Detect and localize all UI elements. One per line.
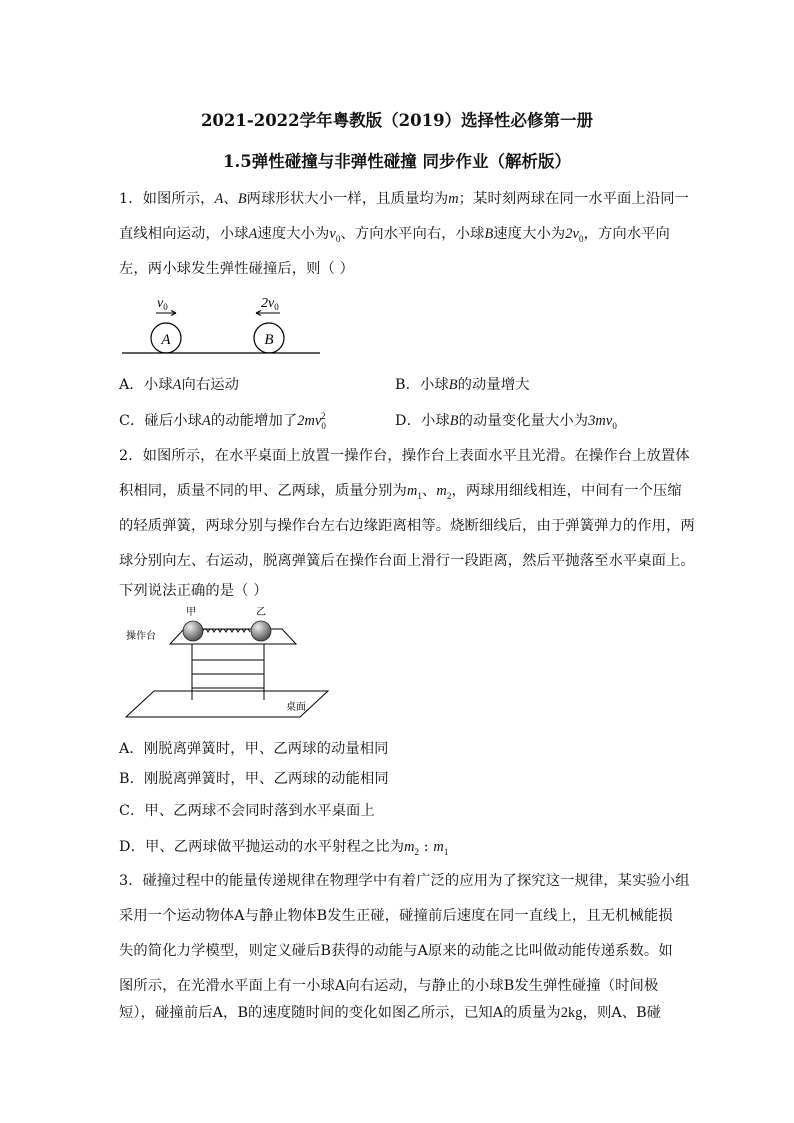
q1-line3: 左，两小球发生弹性碰撞后，则（ ） <box>119 261 354 277</box>
q2-line5: 下列说法正确的是（ ） <box>119 583 268 599</box>
ball-b-label: B <box>264 332 274 348</box>
q2-option-c: C．甲、乙两球不会同时落到水平桌面上 <box>119 803 375 819</box>
page-title-line1: 2021-2022学年粤教版（2019）选择性必修第一册 <box>200 111 594 130</box>
q1-figure <box>118 290 328 362</box>
q3-line4: 图所示，在光滑水平面上有一小球A向右运动，与静止的小球B发生弹性碰撞（时间极 <box>119 978 659 994</box>
ball-jia <box>183 621 203 641</box>
q3-line1: 3．碰撞过程中的能量传递规律在物理学中有着广泛的应用为了探究这一规律，某实验小组 <box>119 873 690 889</box>
page-title-line2: 1.5弹性碰撞与非弹性碰撞 同步作业（解析版） <box>223 152 571 171</box>
q2-line3: 的轻质弹簧，两球分别与操作台左右边缘距离相等。烧断细线后，由于弹簧弹力的作用，两 <box>119 518 695 534</box>
q1-option-c: C．碰后小球A的动能增加了$2mv_0^2$ <box>119 411 326 431</box>
q2-line1: 2．如图所示，在水平桌面上放置一操作台，操作台上表面水平且光滑。在操作台上放置体 <box>119 448 690 464</box>
q3-line3: 失的简化力学模型，则定义碰后B获得的动能与A原来的动能之比叫做动能传递系数。如 <box>119 943 673 959</box>
label-platform: 操作台 <box>126 631 156 642</box>
2v0-label: $2v_0$ <box>261 296 279 312</box>
q2-line2: 积相同，质量不同的甲、乙两球，质量分别为$m_1$、$m_2$，两球用细线相连，中间有一个压缩 <box>119 483 682 501</box>
q2-option-a: A．刚脱离弹簧时，甲、乙两球的动量相同 <box>119 741 389 757</box>
q2-line4: 球分别向左、右运动，脱离弹簧后在操作台面上滑行一段距离，然后平抛落至水平桌面上。 <box>119 553 695 569</box>
ball-yi <box>251 621 271 641</box>
label-yi: 乙 <box>256 607 266 618</box>
q2-option-d: D．甲、乙两球做平抛运动的水平射程之比为$m_2$ : $m_1$ <box>119 839 449 857</box>
label-table: 桌面 <box>286 702 306 713</box>
q1-option-a: A．小球A向右运动 <box>119 377 240 393</box>
q3-line2: 采用一个运动物体A与静止物体B发生正碰，碰撞前后速度在同一直线上，且无机械能损 <box>119 908 673 924</box>
v0-label: $v_0$ <box>157 296 168 312</box>
q1-line2: 直线相向运动，小球A速度大小为$v_0$、方向水平向右，小球B速度大小为$2v_0$，方向水平向 <box>119 226 670 244</box>
q1-line1: 1．如图所示，A、B两球形状大小一样，且质量均为m；某时刻两球在同一水平面上沿同一 <box>119 191 690 207</box>
q3-line5: 短），碰撞前后A，B的速度随时间的变化如图乙所示，已知A的质量为2kg，则A、B碰 <box>119 1005 662 1021</box>
q2-option-b: B．刚脱离弹簧时，甲、乙两球的动能相同 <box>119 771 389 787</box>
ball-a-label: A <box>161 332 171 348</box>
label-jia: 甲 <box>186 607 196 618</box>
q2-figure <box>118 604 333 722</box>
q1-option-b: B．小球B的动量增大 <box>395 377 530 393</box>
q1-option-d: D．小球B的动量变化量大小为$3mv_0$ <box>395 413 617 431</box>
